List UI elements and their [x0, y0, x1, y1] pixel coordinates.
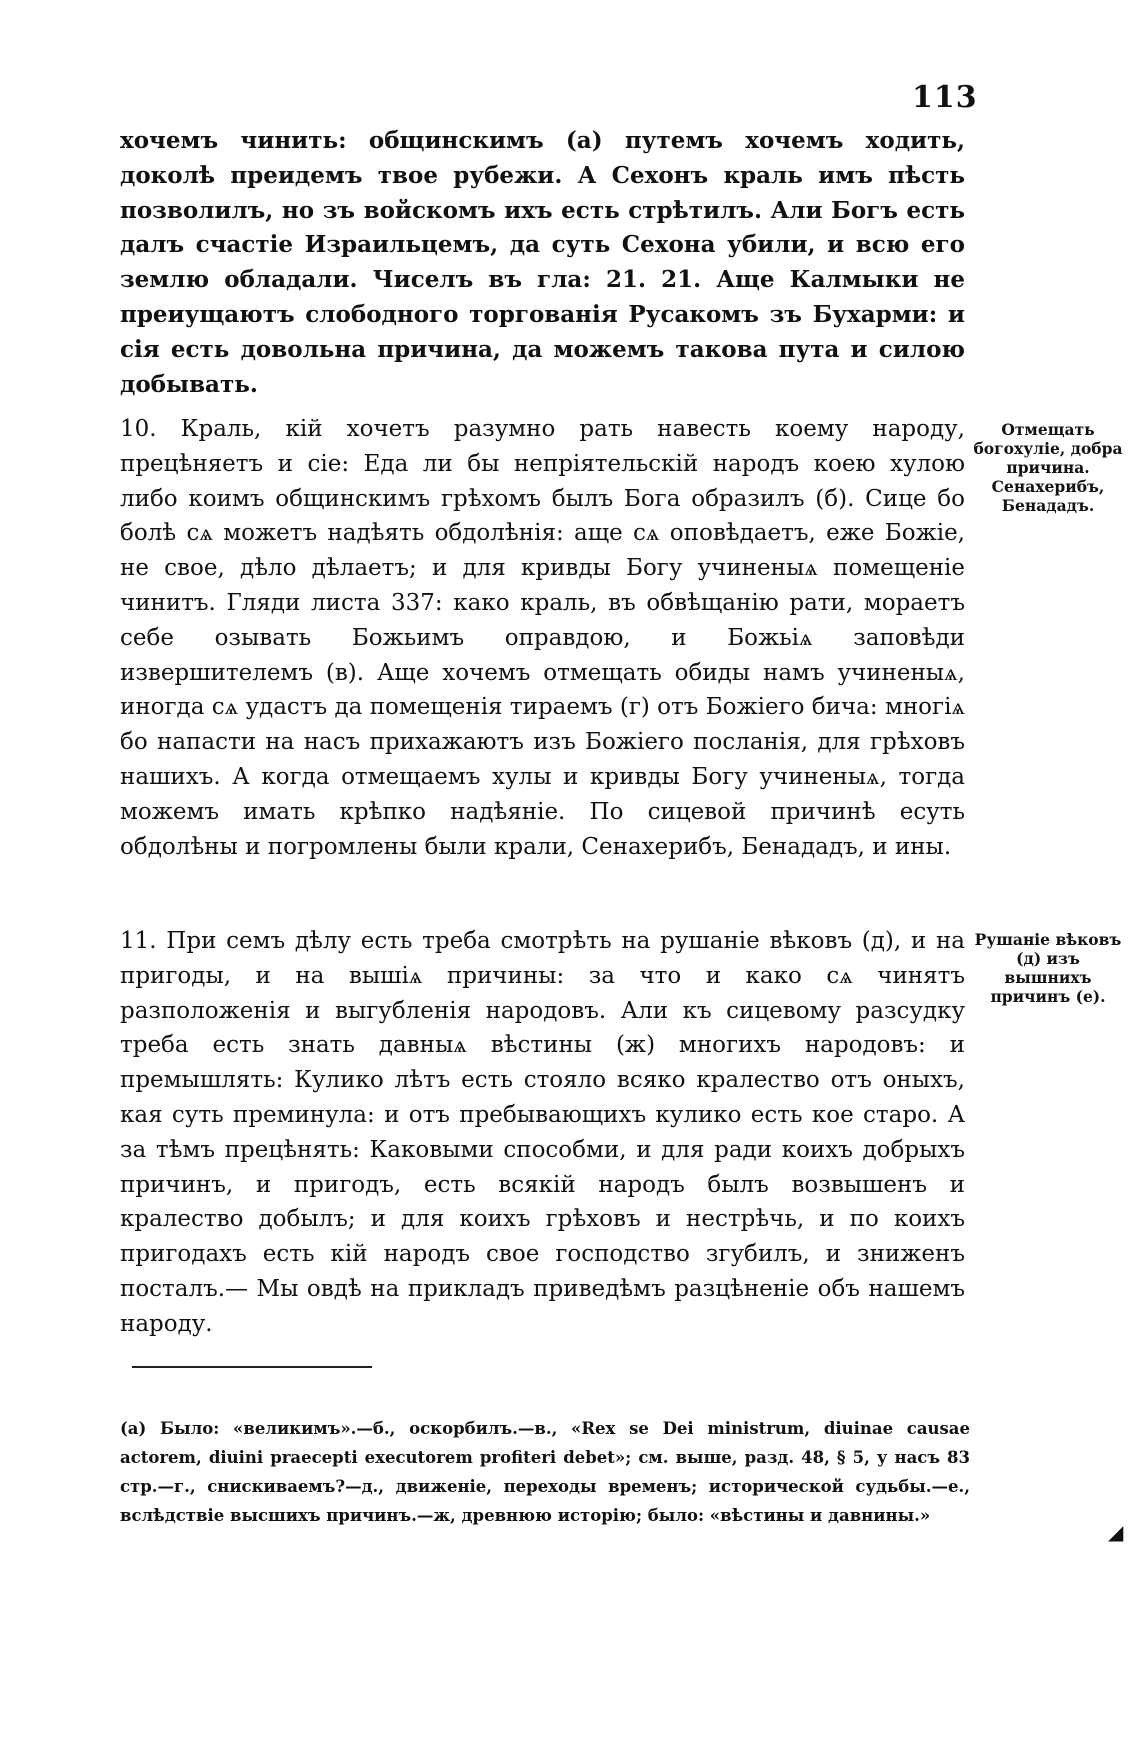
page-corner-mark: ◢ — [1108, 1520, 1124, 1544]
margin-note-paragraph-11: Рушаніе вѣковъ (д) изъ вышнихъ причинъ (е). — [974, 930, 1122, 1006]
paragraph-10: 10. Краль, кій хочетъ разумно рать навесть коему народу, прецѣняетъ и сіе: Еда ли бы непріятельскій народъ коею хулою либо коимъ общинскимъ грѣхомъ былъ Бога образилъ (б). Сице бо болѣ сѧ можетъ надѣять обдолѣнія: аще сѧ оповѣдаетъ, еже Божіе, не свое, дѣло дѣлаетъ; и для кривды Богу учиненыѧ помещеніе чинитъ. Гляди листа 337: како краль, въ обвѣщанію рати, мораетъ себе озывать Божьимъ оправдою, и Божьіѧ заповѣди извершителемъ (в). Аще хочемъ отмещать обиды намъ учиненыѧ, иногда сѧ удастъ да помещенія тираемъ (г) отъ Божіего бича: многіѧ бо напасти на насъ прихажаютъ изъ Божіего посланія, для грѣховъ нашихъ. А когда отмещаемъ хулы и кривды Богу учиненыѧ, тогда можемъ имать крѣпко надѣяніе. По сицевой причинѣ есуть обдолѣны и погромлены были крали, Сенахерибъ, Бенададъ, и ины. — [120, 416, 965, 860]
margin-note-paragraph-10: Отмещать богохуліе, добра причина. Сенахерибъ, Бенададъ. — [973, 420, 1123, 515]
paragraph-continuation: хочемъ чинить: общинскимъ (а) путемъ хочемъ ходить, доколѣ преидемъ твое рубежи. А Сехонъ краль имъ пѣсть позволилъ, но зъ войскомъ ихъ есть стрѣтилъ. Али Богъ есть далъ счастіе Израильцемъ, да суть Сехона убили, и всю его землю обладали. Чиселъ въ гла: 21. 21. Аще Калмыки не преиущаютъ слободного торгованія Русакомъ зъ Бухарми: и сія есть довольна причина, да можемъ такова пута и силою добывать. — [120, 127, 965, 398]
footnote-divider — [132, 1366, 372, 1368]
footnotes: (а) Было: «великимъ».—б., оскорбилъ.—в., «Rex se Dei ministrum, diuinae causae actorem, diuini praecepti executorem profiteri debet»; см. выше, разд. 48, § 5, у насъ 83 стр.—г., снискиваемъ?—д., движеніе, переходы временъ; исторической судьбы.—е., вслѣдствіе высшихъ причинъ.—ж, древнюю исторію; было: «вѣстины и давнины.» — [120, 1419, 970, 1525]
page-number: 113 — [912, 80, 978, 115]
paragraph-11: 11. При семъ дѣлу есть треба смотрѣть на рушаніе вѣковъ (д), и на пригоды, и на вышіѧ причины: за что и како сѧ чинятъ разположенія и выгубленія народовъ. Али къ сицевому разсудку треба есть знать давныѧ вѣстины (ж) многихъ народовъ: и премышлять: Кулико лѣтъ есть стояло всяко кралество отъ оныхъ, кая суть преминула: и отъ пребывающихъ кулико есть кое старо. А за тѣмъ прецѣнять: Каковыми способми, и для ради коихъ добрыхъ причинъ, и пригодъ, есть всякій народъ былъ возвышенъ и кралество добылъ; и для коихъ грѣховъ и нестрѣчь, и по коихъ пригодахъ есть кій народъ свое господство згубилъ, и зниженъ посталъ.— Мы овдѣ на прикладъ приведѣмъ разцѣненіе объ нашемъ народу. — [120, 928, 965, 1337]
